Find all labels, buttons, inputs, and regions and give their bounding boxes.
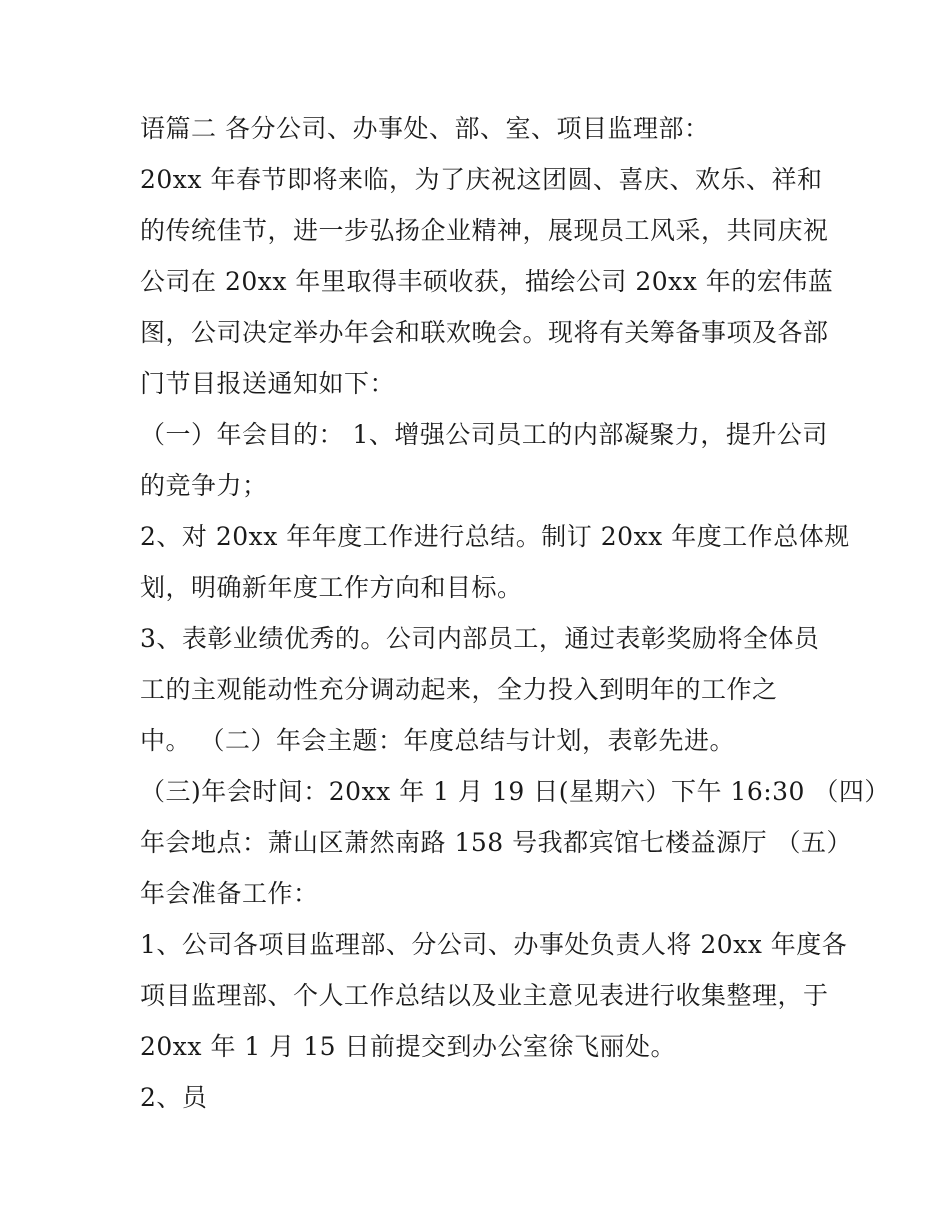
text-line: 20xx 年 1 月 15 日前提交到办公室徐飞丽处。 xyxy=(140,1032,676,1061)
text-line: 1、公司各项目监理部、分公司、办事处负责人将 20xx 年度各 xyxy=(140,930,848,959)
text-line: 2、员 xyxy=(140,1083,208,1112)
text-line: 的传统佳节，进一步弘扬企业精神，展现员工风采，共同庆祝 xyxy=(140,216,829,245)
text-line: （一）年会目的： 1、增强公司员工的内部凝聚力，提升公司 xyxy=(140,420,828,449)
text-line: 项目监理部、个人工作总结以及业主意见表进行收集整理，于 xyxy=(140,981,829,1010)
text-line: 20xx 年春节即将来临，为了庆祝这团圆、喜庆、欢乐、祥和 xyxy=(140,165,823,194)
text-line: 3、表彰业绩优秀的。公司内部员工，通过表彰奖励将全体员 xyxy=(140,624,820,653)
text-line: 工的主观能动性充分调动起来，全力投入到明年的工作之 xyxy=(140,675,778,704)
text-line: 年会准备工作： xyxy=(140,879,319,908)
text-line: 划，明确新年度工作方向和目标。 xyxy=(140,573,523,602)
text-line: 中。 （二）年会主题：年度总结与计划，表彰先进。 xyxy=(140,726,735,755)
text-line: 的竞争力； xyxy=(140,471,268,500)
text-line: 图，公司决定举办年会和联欢晚会。现将有关筹备事项及各部 xyxy=(140,318,829,347)
text-line: 公司在 20xx 年里取得丰硕收获，描绘公司 20xx 年的宏伟蓝 xyxy=(140,267,834,296)
text-line: 年会地点：萧山区萧然南路 158 号我都宾馆七楼益源厅 （五） xyxy=(140,828,853,857)
text-line: 2、对 20xx 年年度工作进行总结。制订 20xx 年度工作总体规 xyxy=(140,522,850,551)
text-line: 门节目报送通知如下： xyxy=(140,369,396,398)
text-line: （三)年会时间：20xx 年 1 月 19 日(星期六）下午 16:30 （四） xyxy=(140,777,890,806)
text-line: 语篇二 各分公司、办事处、部、室、项目监理部： xyxy=(140,114,710,143)
